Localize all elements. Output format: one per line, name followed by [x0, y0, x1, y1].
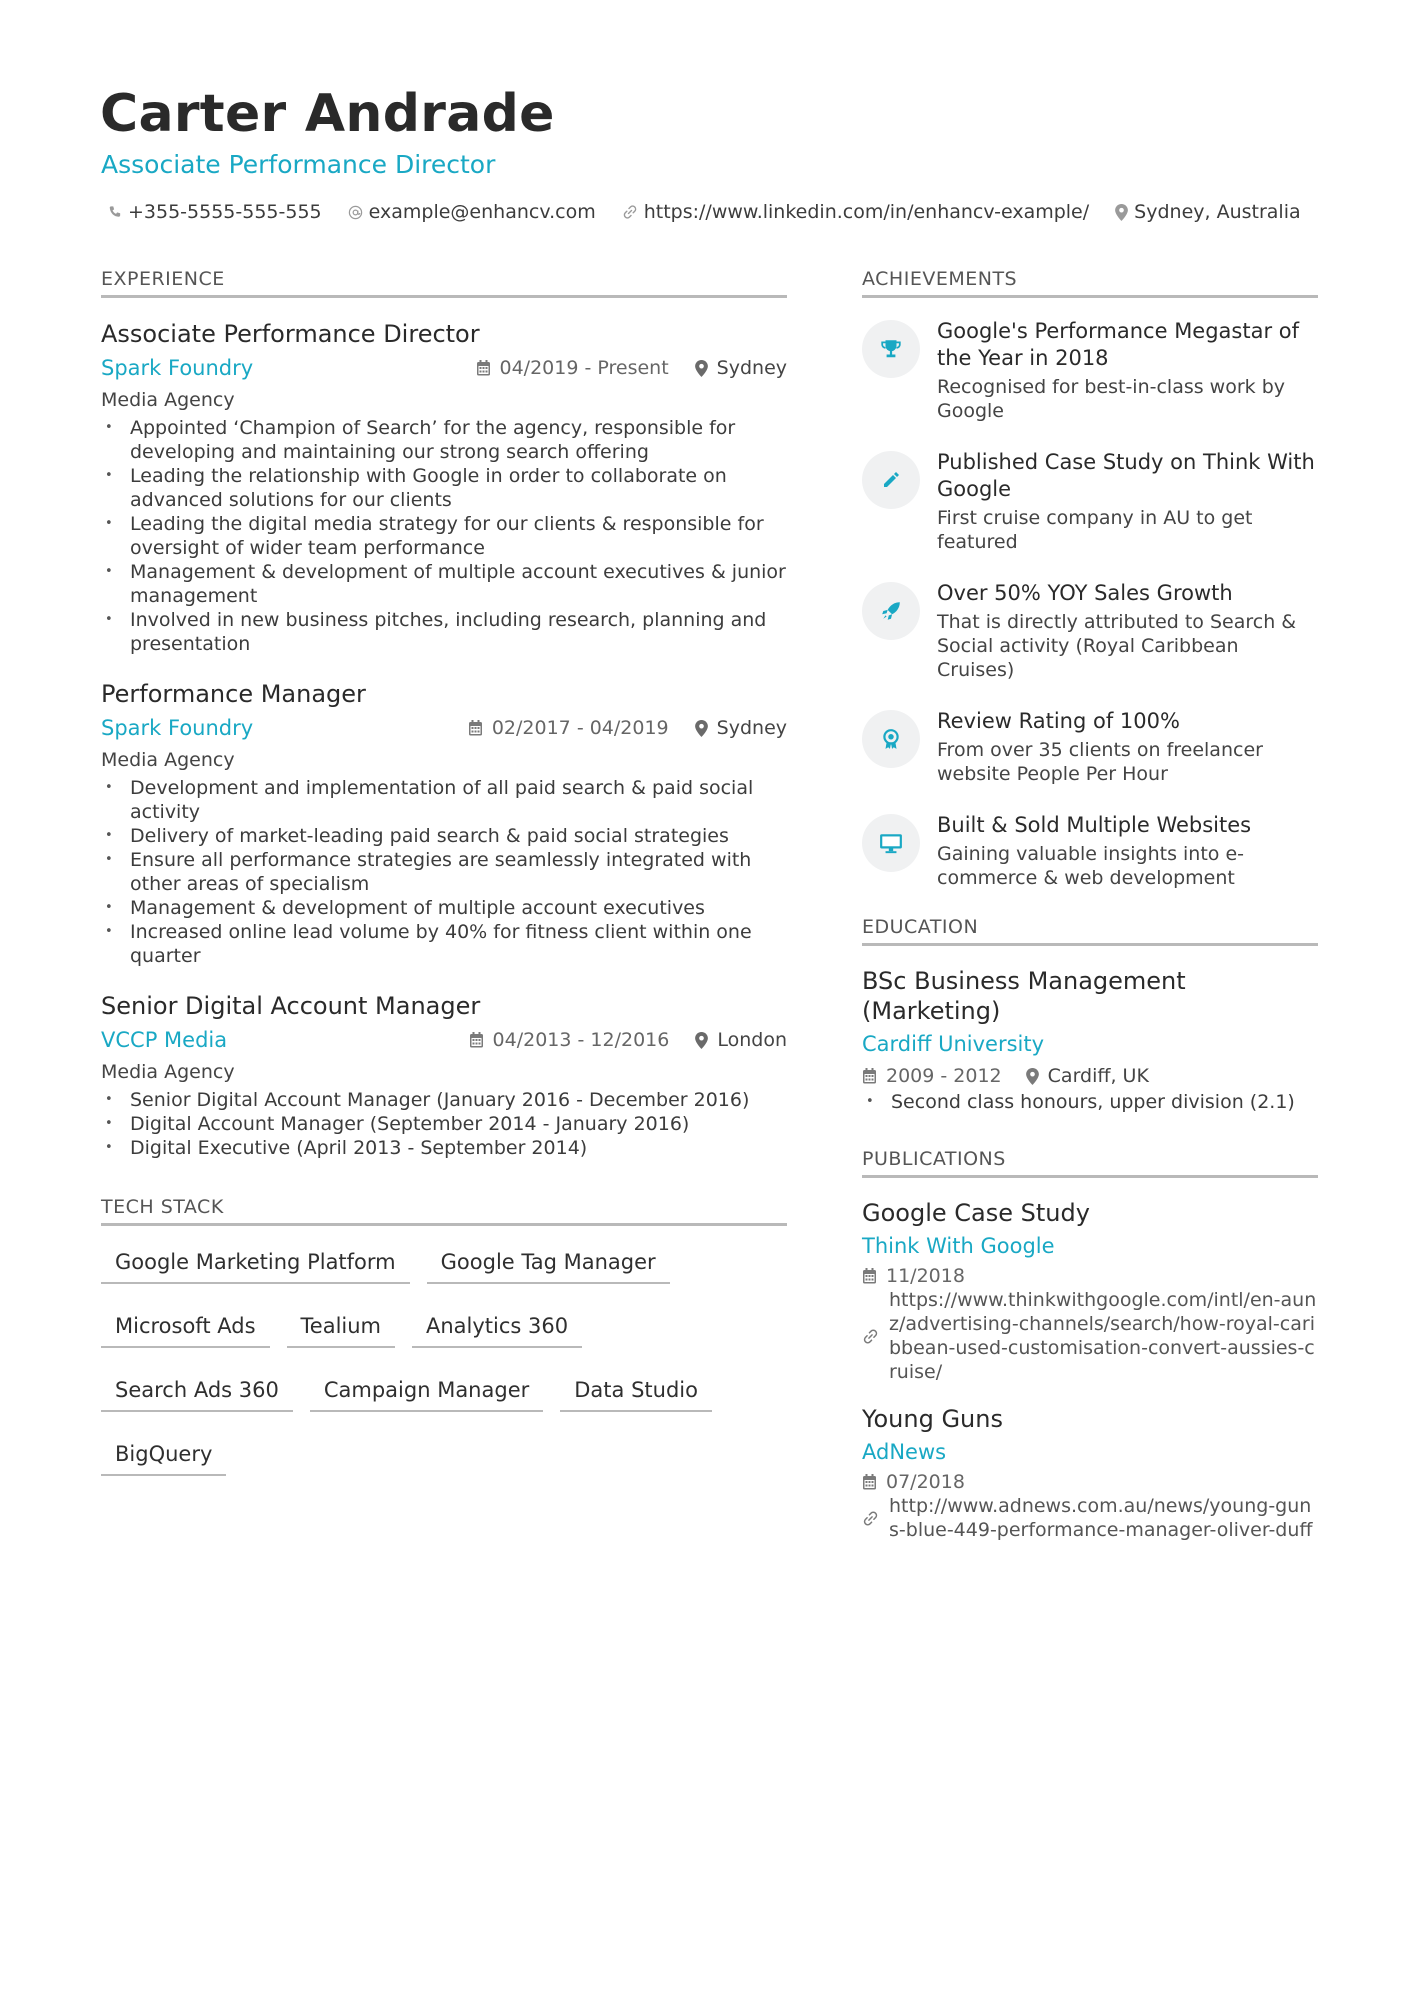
tech-tags	[101, 1246, 787, 1502]
contact-linkedin[interactable]	[622, 201, 1089, 223]
job-date-location	[469, 1029, 787, 1051]
pencil-icon	[862, 451, 920, 509]
company-name: Spark Foundry	[101, 716, 254, 740]
job-type: Media Agency	[101, 1061, 235, 1083]
job-location-text: Sydney	[716, 357, 787, 379]
job-location-text: London	[717, 1029, 787, 1051]
monitor-icon	[862, 814, 920, 872]
job-meta	[101, 350, 787, 386]
achievement-item	[862, 318, 1318, 423]
publication-date-text: 07/2018	[886, 1471, 965, 1493]
education-meta	[862, 1062, 1318, 1090]
job-date-location	[468, 717, 787, 739]
bullet-item: • Development and implementation of all paid search & paid social activity	[101, 776, 787, 824]
calendar-icon	[469, 1032, 484, 1048]
right-column	[862, 268, 1318, 1562]
job-meta	[101, 710, 787, 746]
location-pin-icon	[1115, 204, 1128, 221]
calendar-icon	[862, 1068, 877, 1084]
bullet-item: • Leading the relationship with Google in order to collaborate on advanced solutions for our clients	[101, 464, 787, 512]
job-dates-text: 04/2019 - Present	[499, 357, 669, 379]
publication-date	[862, 1470, 1318, 1494]
job-type: Media Agency	[101, 389, 235, 411]
bullet-item: • Management & development of multiple account executives & junior management	[101, 560, 787, 608]
achievement-item	[862, 449, 1318, 554]
school-name: Cardiff University	[862, 1032, 1045, 1056]
job-entry	[101, 678, 787, 968]
job-location	[695, 1029, 787, 1051]
job-meta	[101, 1022, 787, 1058]
calendar-icon	[862, 1268, 877, 1284]
tech-stack-section	[101, 1196, 787, 1502]
location-pin-icon	[695, 720, 708, 737]
achievement-body	[937, 449, 1318, 554]
contact-location	[1115, 201, 1300, 223]
publication-date	[862, 1264, 1318, 1288]
job-date-location	[476, 357, 788, 379]
job-bullets	[101, 1088, 787, 1160]
job-location-text: Sydney	[716, 717, 787, 739]
location-pin-icon	[695, 360, 708, 377]
phone-text: +355-5555-555-555	[128, 201, 322, 223]
job-entry	[101, 990, 787, 1160]
publication-org: Think With Google	[862, 1234, 1055, 1258]
publication-title: Young Guns	[862, 1405, 1003, 1433]
job-entry	[101, 318, 787, 656]
award-icon	[862, 710, 920, 768]
bullet-item: • Digital Executive (April 2013 - September 2014)	[101, 1136, 787, 1160]
achievement-body	[937, 812, 1318, 890]
bullet-item: • Management & development of multiple account executives	[101, 896, 787, 920]
achievement-desc: Recognised for best-in-class work by Google	[937, 376, 1286, 422]
link-icon	[862, 1510, 879, 1527]
bullet-item: • Involved in new business pitches, including research, planning and presentation	[101, 608, 787, 656]
publications-heading: PUBLICATIONS	[862, 1148, 1318, 1178]
job-location	[695, 717, 787, 739]
bullet-item: • Digital Account Manager (September 2014 - January 2016)	[101, 1112, 787, 1136]
at-icon	[348, 205, 363, 220]
tech-tag: BigQuery	[101, 1438, 226, 1476]
education-location-text: Cardiff, UK	[1047, 1065, 1149, 1087]
achievement-item	[862, 580, 1318, 682]
achievements-heading: ACHIEVEMENTS	[862, 268, 1318, 298]
job-dates-text: 04/2013 - 12/2016	[492, 1029, 670, 1051]
job-dates	[468, 717, 669, 739]
bullet-item: • Appointed ‘Champion of Search’ for the agency, responsible for developing and maintaining our strong search offering	[101, 416, 787, 464]
education-location	[1026, 1065, 1149, 1087]
achievement-desc: That is directly attributed to Search & Social activity (Royal Caribbean Cruises)	[937, 611, 1297, 681]
contact-phone[interactable]	[108, 201, 322, 223]
contact-email[interactable]	[348, 201, 596, 223]
education-heading: EDUCATION	[862, 916, 1318, 946]
tech-tag: Analytics 360	[412, 1310, 582, 1348]
job-dates	[476, 357, 669, 379]
publication-link[interactable]	[862, 1494, 1318, 1542]
education-bullets	[862, 1090, 1318, 1114]
job-bullets	[101, 416, 787, 656]
achievement-body	[937, 580, 1318, 682]
job-dates	[469, 1029, 670, 1051]
bullet-item: • Leading the digital media strategy for our clients & responsible for oversight of wider team performance	[101, 512, 787, 560]
achievement-body	[937, 318, 1318, 423]
achievement-title: Review Rating of 100%	[937, 709, 1180, 733]
publication-org: AdNews	[862, 1440, 947, 1464]
publication-url[interactable]: http://www.adnews.com.au/news/young-guns-blue-449-performance-manager-oliver-duff	[889, 1495, 1313, 1541]
achievement-item	[862, 708, 1318, 786]
experience-heading: EXPERIENCE	[101, 268, 787, 298]
tech-tag: Microsoft Ads	[101, 1310, 270, 1348]
link-icon	[622, 204, 638, 220]
tech-tag: Search Ads 360	[101, 1374, 293, 1412]
tech-tag: Campaign Manager	[310, 1374, 543, 1412]
achievement-item	[862, 812, 1318, 890]
degree-title: BSc Business Management (Marketing)	[862, 967, 1186, 1025]
education-dates	[862, 1065, 1002, 1087]
achievement-title: Built & Sold Multiple Websites	[937, 813, 1252, 837]
phone-icon	[108, 205, 122, 219]
location-text: Sydney, Australia	[1134, 201, 1301, 223]
education-dates-text: 2009 - 2012	[886, 1065, 1002, 1087]
job-title: Associate Performance Director	[101, 320, 480, 348]
publication-item	[862, 1404, 1318, 1542]
job-type: Media Agency	[101, 749, 235, 771]
job-title: Senior Digital Account Manager	[101, 992, 481, 1020]
calendar-icon	[862, 1474, 877, 1490]
achievement-title: Published Case Study on Think With Google	[937, 450, 1315, 501]
publication-url[interactable]: https://www.thinkwithgoogle.com/intl/en-aunz/advertising-channels/search/how-royal-caribbean-used-customisation-convert-aussies-cruise/	[889, 1289, 1317, 1383]
rocket-icon	[862, 582, 920, 640]
company-name: VCCP Media	[101, 1028, 228, 1052]
tech-tag: Google Tag Manager	[427, 1246, 670, 1284]
job-title: Performance Manager	[101, 680, 366, 708]
publications-section	[862, 1148, 1318, 1542]
publication-date-text: 11/2018	[886, 1265, 965, 1287]
linkedin-text: https://www.linkedin.com/in/enhancv-example/	[643, 201, 1090, 223]
bullet-item: • Increased online lead volume by 40% for fitness client within one quarter	[101, 920, 787, 968]
publication-title: Google Case Study	[862, 1199, 1090, 1227]
achievement-title: Over 50% YOY Sales Growth	[937, 581, 1233, 605]
left-column	[101, 268, 787, 1502]
job-location	[695, 357, 787, 379]
tech-stack-heading: TECH STACK	[101, 1196, 787, 1226]
location-pin-icon	[695, 1032, 708, 1049]
company-name: Spark Foundry	[101, 356, 254, 380]
calendar-icon	[476, 360, 491, 376]
publication-item	[862, 1198, 1318, 1384]
bullet-item: • Delivery of market-leading paid search & paid social strategies	[101, 824, 787, 848]
achievement-desc: First cruise company in AU to get featured	[937, 507, 1253, 553]
achievement-desc: From over 35 clients on freelancer website People Per Hour	[937, 739, 1263, 785]
contact-bar	[108, 201, 1327, 223]
email-text: example@enhancv.com	[368, 201, 596, 223]
achievement-desc: Gaining valuable insights into e-commerce & web development	[937, 843, 1244, 889]
job-bullets	[101, 776, 787, 968]
bullet-item: • Second class honours, upper division (2.1)	[862, 1090, 1318, 1114]
education-section	[862, 916, 1318, 1114]
tech-tag: Google Marketing Platform	[101, 1246, 410, 1284]
bullet-item: • Senior Digital Account Manager (January 2016 - December 2016)	[101, 1088, 787, 1112]
location-pin-icon	[1026, 1068, 1039, 1085]
achievement-body	[937, 708, 1318, 786]
tech-tag: Data Studio	[560, 1374, 712, 1412]
trophy-icon	[862, 320, 920, 378]
bullet-item: • Ensure all performance strategies are seamlessly integrated with other areas of specialism	[101, 848, 787, 896]
achievement-title: Google's Performance Megastar of the Year in 2018	[937, 319, 1300, 370]
candidate-name: Carter Andrade	[100, 84, 555, 144]
job-dates-text: 02/2017 - 04/2019	[491, 717, 669, 739]
candidate-title: Associate Performance Director	[101, 150, 496, 179]
calendar-icon	[468, 720, 483, 736]
publication-link[interactable]	[862, 1288, 1318, 1384]
tech-tag: Tealium	[287, 1310, 395, 1348]
link-icon	[862, 1328, 879, 1345]
